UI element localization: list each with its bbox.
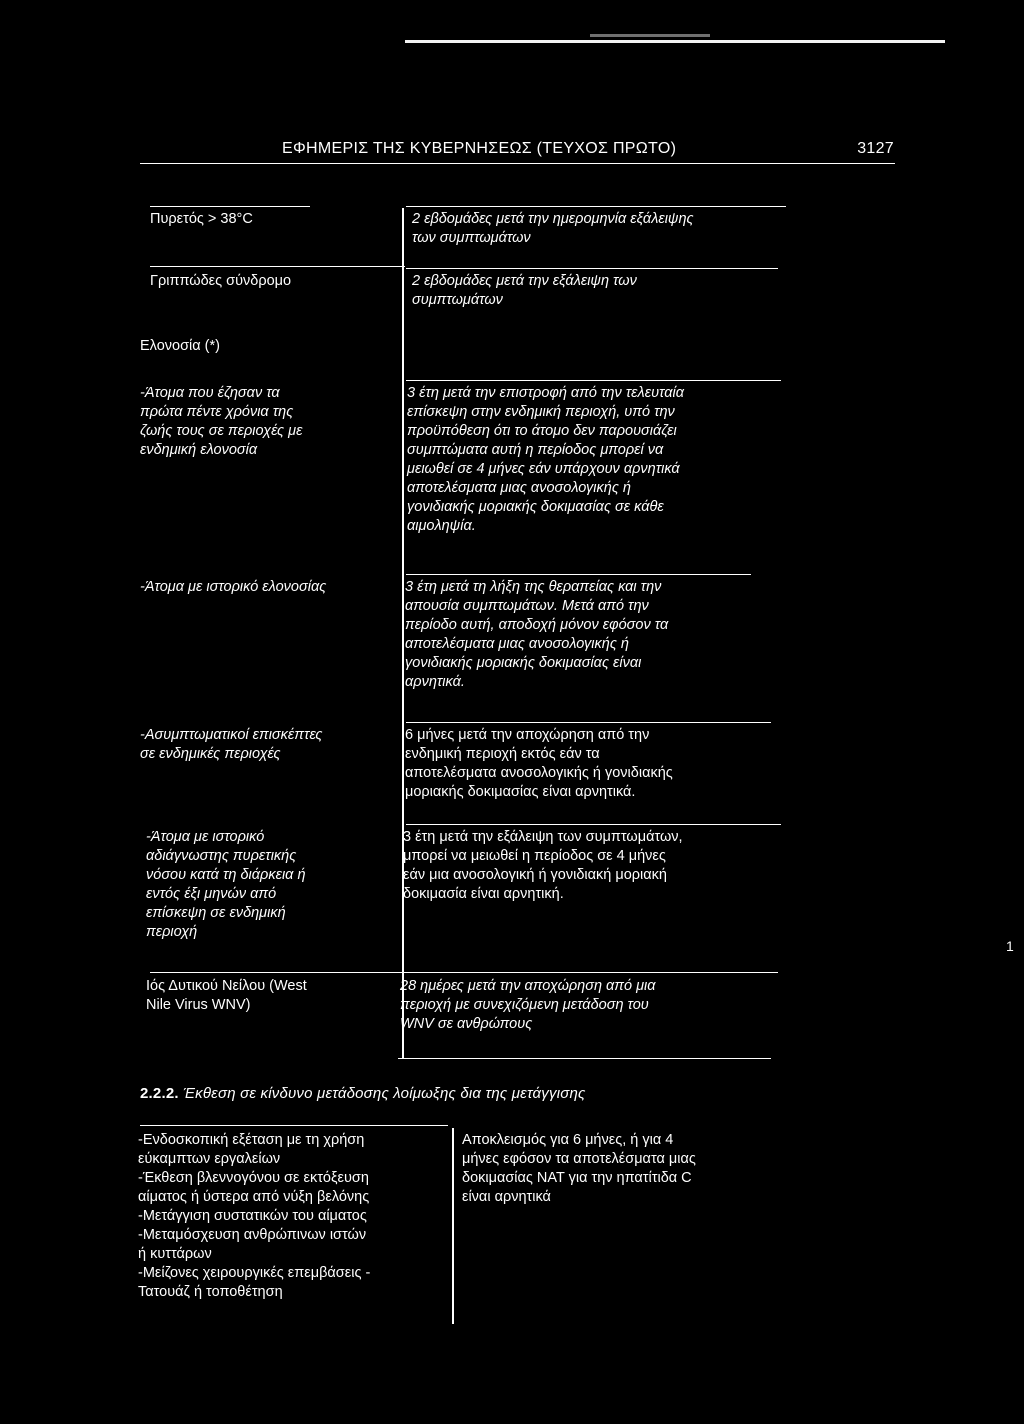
table2-top-rule	[140, 1125, 448, 1126]
cell-fever-deferral: 2 εβδομάδες μετά την ημερομηνία εξάλειψης των συμπτωμάτων	[412, 211, 694, 246]
page-number: 3127	[857, 140, 894, 157]
header-title: ΕΦΗΜΕΡΙΣ ΤΗΣ ΚΥΒΕΡΝΗΣΕΩΣ (ΤΕΥΧΟΣ ΠΡΩΤΟ)	[282, 140, 677, 157]
table2-deferral: Αποκλεισμός για 6 μήνες, ή για 4 μήνες εφόσον τα αποτελέσματα μιας δοκιμασίας NAT για την ηπατίτιδα C είναι αρνητικά	[462, 1132, 696, 1205]
row-rule	[406, 574, 751, 575]
cell-malaria-endemic-deferral: 3 έτη μετά την επιστροφή από την τελευταία επίσκεψη στην ενδημική περιοχή, υπό την προϋπόθεση ότι το άτομο δεν παρουσιάζει συμπτώματα αυτή η περίοδος μπορεί να μειωθεί σε 4 μήνες εάν υπάρχουν αρνητικά αποτελέσματα μιας ανοσολογικής ή γονιδιακής μοριακής δοκιμασίας σε κάθε αιμοληψία.	[407, 385, 685, 534]
row-rule	[406, 824, 781, 825]
cell-visitors-label: -Ασυμπτωματικοί επισκέπτες σε ενδημικές περιοχές	[140, 727, 323, 762]
cell-malaria-endemic-label: -Άτομα που έζησαν τα πρώτα πέντε χρόνια της ζωής τους σε περιοχές με ενδημική ελονοσία	[140, 385, 303, 458]
margin-mark: 1	[1006, 938, 1014, 954]
cell-flu-deferral: 2 εβδομάδες μετά την εξάλειψη των συμπτωμάτων	[412, 273, 637, 308]
cell-malaria-history-deferral: 3 έτη μετά τη λήξη της θεραπείας και την απουσία συμπτωμάτων. Μετά από την περίοδο αυτή, αποδοχή μόνον εφόσον τα αποτελέσματα μιας ανοσολογικής ή γονιδιακής μοριακής δοκιμασίας είναι αρνητικά.	[405, 579, 669, 690]
cell-wnv-label: Ιός Δυτικού Νείλου (West Nile Virus WNV)	[146, 978, 307, 1013]
row-rule	[406, 722, 771, 723]
column-divider	[402, 208, 404, 1058]
table-bottom-rule	[398, 1058, 771, 1059]
section-number: 2.2.2.	[140, 1085, 179, 1102]
header-rule	[140, 163, 895, 164]
cell-febrile-deferral: 3 έτη μετά την εξάλειψη των συμπτωμάτων, μπορεί να μειωθεί η περίοδος σε 4 μήνες εάν μια ανοσολογική ή γονιδιακή μοριακή δοκιμασία είναι αρνητική.	[403, 829, 683, 902]
row-rule	[150, 972, 778, 973]
scan-artifact-line	[590, 34, 710, 37]
section-title: Έκθεση σε κίνδυνο μετάδοσης λοίμωξης δια της μετάγγισης	[183, 1085, 586, 1102]
page-header	[282, 140, 894, 158]
cell-fever-label: Πυρετός > 38°C	[150, 211, 253, 227]
cell-wnv-deferral: 28 ημέρες μετά την αποχώρηση από μια περιοχή με συνεχιζόμενη μετάδοση του WNV σε ανθρώπους	[400, 978, 656, 1032]
table2-exposures: -Ενδοσκοπική εξέταση με τη χρήση εύκαμπτων εργαλείων -Έκθεση βλεννογόνου σε εκτόξευση αίματος ή ύστερα από νύξη βελόνης -Μετάγγιση συστατικών του αίματος -Μεταμόσχευση ανθρώπινων ιστών ή κυττάρων -Μείζονες χειρουργικές επεμβάσεις - Τατουάζ ή τοποθέτηση	[138, 1132, 371, 1300]
cell-flu-label: Γριππώδες σύνδρομο	[150, 273, 292, 289]
cell-visitors-deferral: 6 μήνες μετά την αποχώρηση από την ενδημική περιοχή εκτός εάν τα αποτελέσματα ανοσολογικής ή γονιδιακής μοριακής δοκιμασίας είναι αρνητικά.	[405, 727, 673, 800]
cell-malaria-heading: Ελονοσία (*)	[140, 338, 220, 354]
row-rule	[406, 268, 778, 269]
top-rule	[405, 40, 945, 43]
row-rule	[406, 206, 786, 207]
section-heading	[140, 1085, 586, 1102]
cell-febrile-label: -Άτομα με ιστορικό αδιάγνωστης πυρετικής νόσου κατά τη διάρκεια ή εντός έξι μηνών από επίσκεψη σε ενδημική περιοχή	[146, 829, 306, 940]
row-rule	[150, 206, 310, 207]
row-rule	[406, 380, 781, 381]
cell-malaria-history-label: -Άτομα με ιστορικό ελονοσίας	[140, 579, 327, 595]
row-rule	[150, 266, 405, 267]
